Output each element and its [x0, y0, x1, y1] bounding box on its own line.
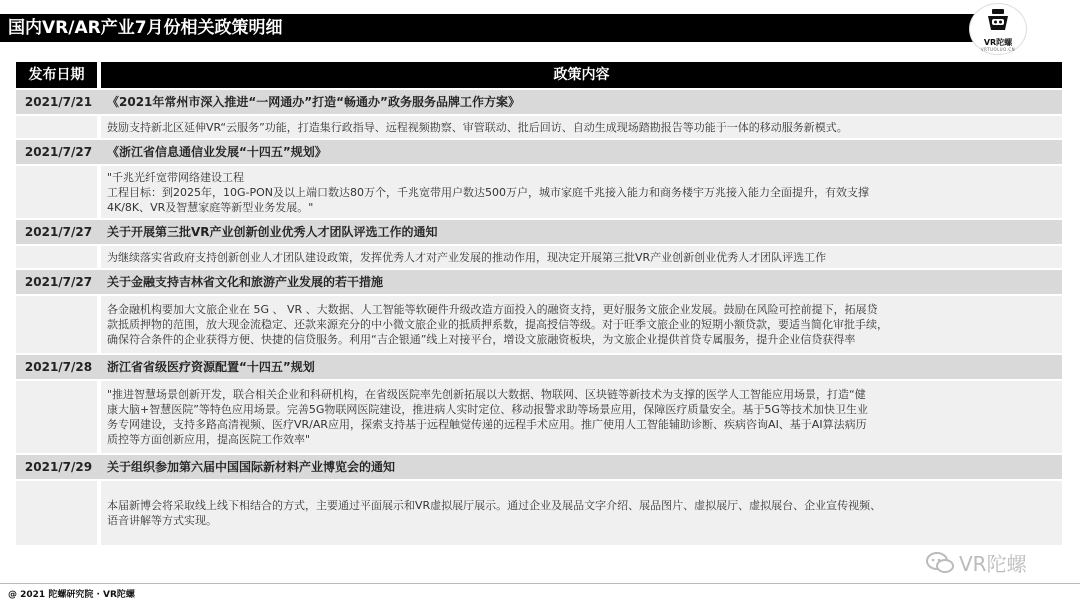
- policy-date: 2021/7/29: [24, 460, 93, 474]
- policy-name: 关于金融支持吉林省文化和旅游产业发展的若干措施: [107, 275, 384, 289]
- policy-date: 2021/7/27: [24, 225, 93, 239]
- page-title: 国内VR/AR产业7月份相关政策明细: [0, 14, 1000, 42]
- header-content: 政策内容: [101, 62, 1062, 88]
- detail-line: "千兆光纤宽带网络建设工程: [107, 170, 245, 184]
- table-body: [16, 90, 1062, 545]
- policy-detail-row: [16, 246, 1062, 268]
- footer-copyright: @ 2021 陀螺研究院 · VR陀螺: [8, 590, 135, 600]
- policy-name: 关于组织参加第六届中国国际新材料产业博览会的通知: [107, 460, 396, 474]
- robot-logo-icon: [986, 8, 1010, 34]
- policy-detail-row: [16, 296, 1062, 353]
- detail-spacer: [16, 481, 97, 545]
- detail-line: 鼓励支持新北区延伸VR“云服务”功能，打造集行政指导、远程视频勘察、审管联动、批后回访、自动生成现场踏勘报告等功能于一体的移动服务新模式。: [107, 120, 848, 134]
- policy-detail-row: [16, 166, 1062, 218]
- policy-name: 浙江省省级医疗资源配置“十四五”规划: [107, 360, 315, 374]
- policy-title-row: [16, 355, 1062, 379]
- policy-title-row: [16, 455, 1062, 479]
- detail-line: 质控等方面创新应用，提高医院工作效率": [107, 433, 311, 446]
- policy-detail-row: [16, 116, 1062, 138]
- detail-spacer: [16, 381, 97, 453]
- policy-detail-row: [16, 381, 1062, 453]
- policy-name: 《2021年常州市深入推进“一网通办”打造“畅通办”政务服务品牌工作方案》: [107, 95, 520, 109]
- policy-title-row: [16, 270, 1062, 294]
- detail-line: 务专网建设，支持多路高清视频、医疗VR/AR应用，探索支持基于远程触觉传递的远程手术应用。推广使用人工智能辅助诊断、疾病咨询AI、基于AI算法病历: [107, 418, 867, 431]
- watermark: [925, 548, 1027, 577]
- detail-line: 各金融机构要加大文旅企业在 5G 、 VR 、大数据、人工智能等软硬件升级改造方面投入的融资支持，更好服务文旅企业发展。鼓励在风险可控前提下，拓展贷: [107, 303, 878, 316]
- detail-line: 工程目标：到2025年，10G-PON及以上端口数达80万个，千兆宽带用户数达500万户，城市家庭千兆接入能力和商务楼宇万兆接入能力全面提升，有效支撑: [107, 185, 869, 199]
- detail-line: 为继续落实省政府支持创新创业人才团队建设政策，发挥优秀人才对产业发展的推动作用，现决定开展第三批VR产业创新创业优秀人才团队评选工作: [107, 250, 827, 264]
- watermark-text: VR陀螺: [959, 552, 1027, 576]
- policy-date: 2021/7/27: [24, 275, 93, 289]
- policy-detail-row: [16, 481, 1062, 545]
- detail-spacer: [16, 166, 97, 218]
- policy-date: 2021/7/27: [24, 145, 93, 159]
- detail-spacer: [16, 296, 97, 353]
- policy-title-row: [16, 220, 1062, 244]
- policy-detail: [101, 246, 1062, 268]
- policy-table: [16, 62, 1062, 545]
- table-header: [16, 62, 1062, 88]
- policy-detail: [101, 296, 1062, 353]
- detail-spacer: [16, 116, 97, 138]
- detail-line: 款抵质押物的范围，放大现金流稳定、还款来源充分的中小微文旅企业的抵质押系数，提高授信等级。对于旺季文旅企业的短期小额贷款，要适当简化审批手续，: [107, 318, 888, 331]
- policy-name: 《浙江省信息通信业发展“十四五”规划》: [107, 145, 327, 159]
- detail-line: 康大脑+智慧医院”等特色应用场景。完善5G物联网医院建设，推进病人实时定位、移动报警求助等场景应用，保障医疗质量安全。基于5G等技术加快卫生业: [107, 403, 868, 416]
- policy-detail: [101, 116, 1062, 138]
- policy-detail: [101, 381, 1062, 453]
- policy-date: 2021/7/21: [24, 95, 93, 109]
- policy-title-row: [16, 90, 1062, 114]
- detail-line: 4K/8K、VR及智慧家庭等新型业务发展。": [107, 200, 314, 214]
- logo-sub: VRTUOLUO.CN: [980, 47, 1016, 52]
- detail-line: 语音讲解等方式实现。: [107, 514, 217, 527]
- header-date: 发布日期: [16, 62, 97, 88]
- detail-line: 本届新博会将采取线上线下相结合的方式，主要通过平面展示和VR虚拟展厅展示。通过企业及展品文字介绍、展品图片、虚拟展厅、虚拟展台、企业宣传视频、: [107, 499, 882, 512]
- detail-spacer: [16, 246, 97, 268]
- policy-date: 2021/7/28: [24, 360, 93, 374]
- vr-tuoluo-logo: [970, 4, 1026, 54]
- policy-name: 关于开展第三批VR产业创新创业优秀人才团队评选工作的通知: [107, 225, 438, 239]
- detail-line: 确保符合条件的企业获得方便、快捷的信贷服务。利用“吉企银通”线上对接平台，增设文旅融资板块，为文旅企业提供首贷专属服务，提升企业信贷获得率: [107, 333, 856, 346]
- policy-detail: [101, 166, 1062, 218]
- logo-text: VR陀螺: [983, 38, 1013, 47]
- policy-detail: [101, 481, 1062, 545]
- footer-divider: [0, 583, 1080, 584]
- policy-title-row: [16, 140, 1062, 164]
- detail-line: "推进智慧场景创新开发，联合相关企业和科研机构，在省级医院率先创新拓展以大数据、物联网、区块链等新技术为支撑的医学人工智能应用场景，打造“健: [107, 388, 866, 401]
- wechat-icon: [925, 551, 955, 575]
